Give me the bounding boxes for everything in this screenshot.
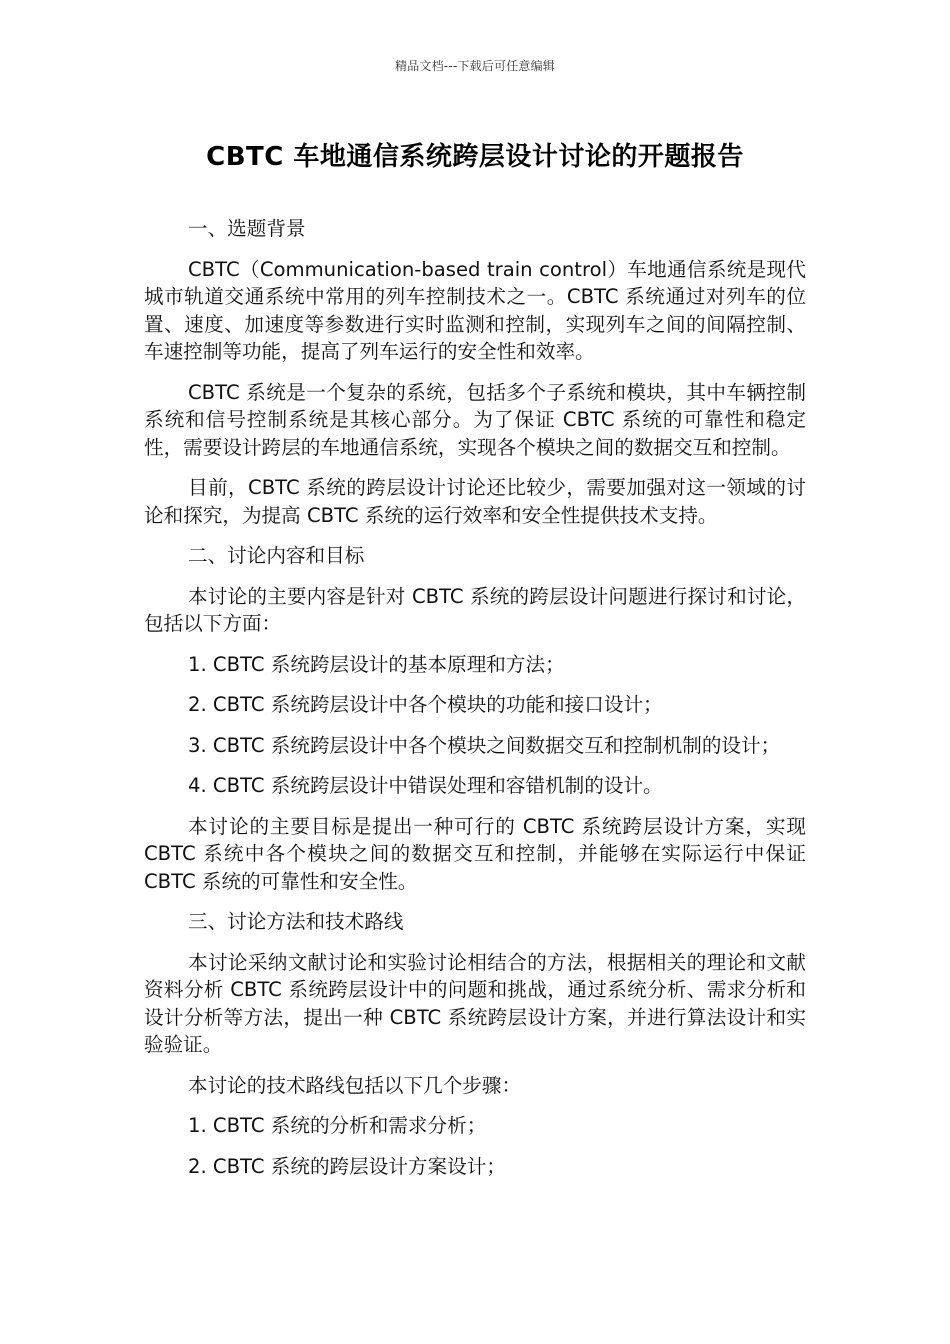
paragraph-background-2: CBTC 系统是一个复杂的系统，包括多个子系统和模块，其中车辆控制系统和信号控制系统是其核心部分。为了保证 CBTC 系统的可靠性和稳定性，需要设计跨层的车地通信系统，实现各个模块之间的数据交互和控制。 bbox=[144, 380, 806, 459]
paragraph-background-1: CBTC（Communication-based train control）车地通信系统是现代城市轨道交通系统中常用的列车控制技术之一。CBTC 系统通过对列车的位置、速度、加速度等参数进行实时监测和控制，实现列车之间的间隔控制、车速控制等功能，提高了列车运行的安全性和效率。 bbox=[144, 257, 806, 363]
list-item-content-4: 4. CBTC 系统跨层设计中错误处理和容错机制的设计。 bbox=[188, 774, 663, 797]
section-heading-content-goals: 二、讨论内容和目标 bbox=[188, 544, 365, 567]
paragraph-background-3: 目前，CBTC 系统的跨层设计讨论还比较少，需要加强对这一领域的讨论和探究，为提高 CBTC 系统的运行效率和安全性提供技术支持。 bbox=[144, 476, 806, 527]
section-heading-background: 一、选题背景 bbox=[188, 217, 306, 240]
list-item-content-3: 3. CBTC 系统跨层设计中各个模块之间数据交互和控制机制的设计； bbox=[188, 733, 781, 757]
document-body bbox=[144, 215, 806, 1193]
paragraph-methods: 本讨论采纳文献讨论和实验讨论相结合的方法，根据相关的理论和文献资料分析 CBTC 系统跨层设计中的问题和挑战，通过系统分析、需求分析和设计分析等方法，提出一种 CBTC 系统跨层设计方案，并进行算法设计和实验验证。 bbox=[144, 950, 806, 1056]
list-item-route-1: 1. CBTC 系统的分析和需求分析； bbox=[188, 1114, 487, 1137]
list-item-content-2: 2. CBTC 系统跨层设计中各个模块的功能和接口设计； bbox=[188, 693, 663, 716]
list-item-content-1: 1. CBTC 系统跨层设计的基本原理和方法； bbox=[188, 652, 565, 676]
paragraph-goals: 本讨论的主要目标是提出一种可行的 CBTC 系统跨层设计方案，实现 CBTC 系统中各个模块之间的数据交互和控制，并能够在实际运行中保证 CBTC 系统的可靠性和安全性。 bbox=[144, 814, 806, 893]
header-note: 精品文档---下载后可任意编辑 bbox=[395, 59, 555, 73]
document-title: CBTC 车地通信系统跨层设计讨论的开题报告 bbox=[206, 142, 744, 172]
list-item-route-2: 2. CBTC 系统的跨层设计方案设计； bbox=[188, 1154, 506, 1178]
section-heading-methods: 三、讨论方法和技术路线 bbox=[188, 910, 404, 933]
paragraph-route-intro: 本讨论的技术路线包括以下几个步骤： bbox=[188, 1073, 522, 1097]
paragraph-content-intro: 本讨论的主要内容是针对 CBTC 系统的跨层设计问题进行探讨和讨论，包括以下方面： bbox=[144, 584, 806, 635]
